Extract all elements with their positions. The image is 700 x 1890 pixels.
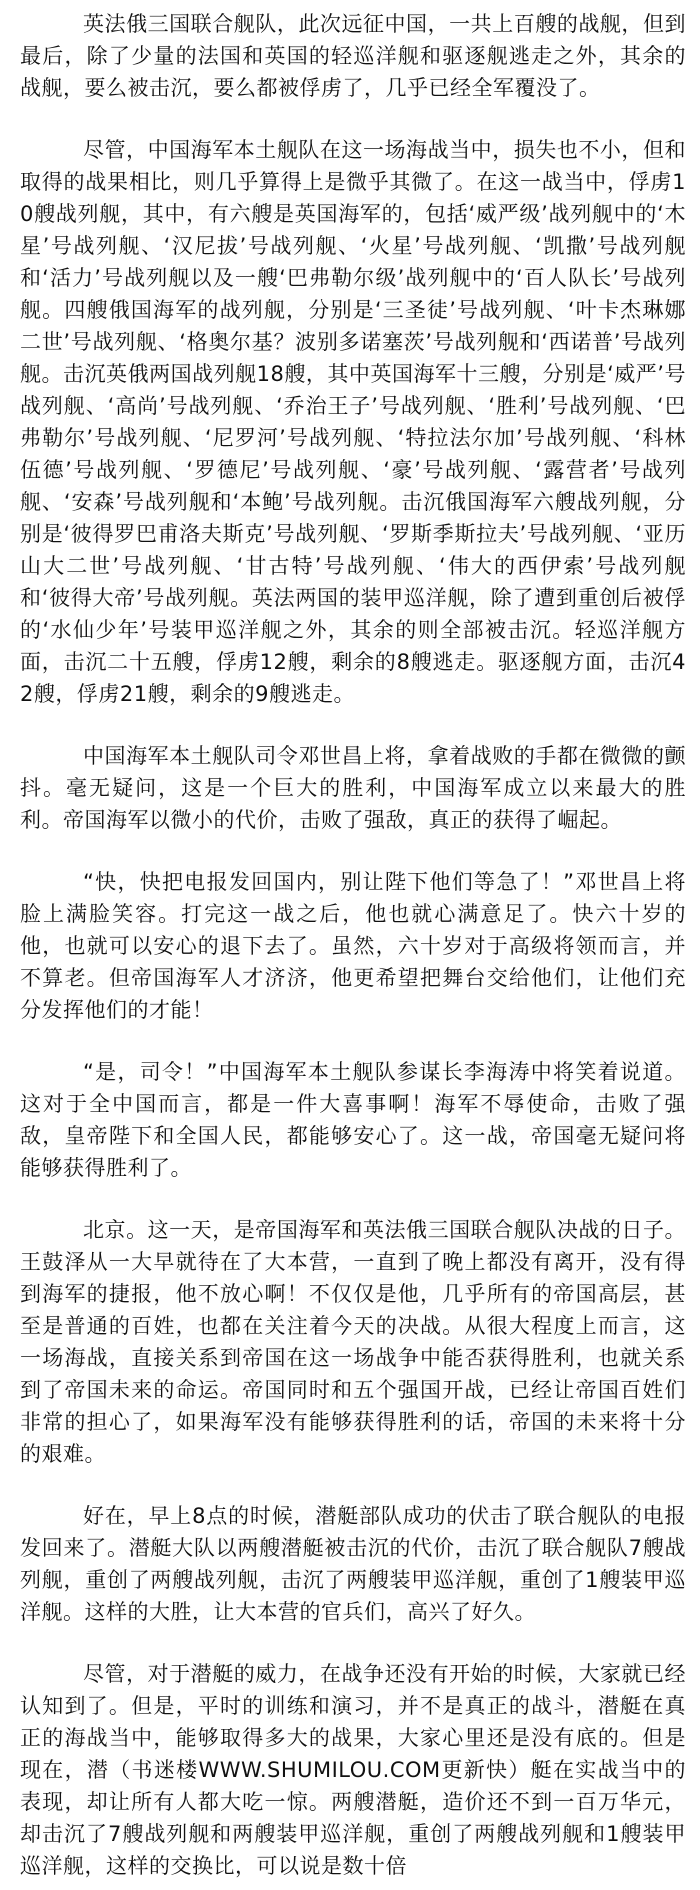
paragraph-fleet-destroyed: 英法俄三国联合舰队，此次远征中国，一共上百艘的战舰，但到最后，除了少量的法国和英国的轻巡洋舰和驱逐舰逃走之外，其余的战舰，要么被击沉，要么都被俘虏了，几乎已经全军覆没了。: [20, 12, 686, 100]
paragraph-admiral-deng: 中国海军本土舰队司令邓世昌上将，拿着战败的手都在微微的颤抖。毫无疑问，这是一个巨大的胜利，中国海军成立以来最大的胜利。帝国海军以微小的代价，击败了强敌，真正的获得了崛起。: [20, 744, 686, 832]
paragraph-send-telegram: “快，快把电报发回国内，别让陛下他们等急了！”邓世昌上将脸上满脸笑容。打完这一战之后，他也就心满意足了。快六十岁的他，也就可以安心的退下去了。虽然，六十岁对于高级将领而言，并不算老。但帝国海军人才济济，他更希望把舞台交给他们，让他们充分发挥他们的才能！: [20, 870, 686, 1022]
paragraph-beijing: 北京。这一天，是帝国海军和英法俄三国联合舰队决战的日子。王鼓泽从一大早就待在了大本营，一直到了晚上都没有离开，没有得到海军的捷报，他不放心啊！不仅仅是他，几乎所有的帝国高层，甚至是普通的百姓，也都在关注着今天的决战。从很大程度上而言，这一场海战，直接关系到帝国在这一场战争中能否获得胜利，也就关系到了帝国未来的命运。帝国同时和五个强国开战，已经让帝国百姓们非常的担心了，如果海军没有能够获得胜利的话，帝国的未来将十分的艰难。: [20, 1218, 686, 1466]
paragraph-submarine-power: 尽管，对于潜艇的威力，在战争还没有开始的时候，大家就已经认知到了。但是，平时的训练和演习，并不是真正的战斗，潜艇在真正的海战当中，能够取得多大的战果，大家心里还是没有底的。但是现在，潜（书迷楼WWW.SHUMILOU.COM更新快）艇在实战当中的表现，却让所有人都大吃一惊。两艘潜艇，造价还不到一百万华元，却击沉了7艘战列舰和两艘装甲巡洋舰，重创了两艘战列舰和1艘装甲巡洋舰，这样的交换比，可以说是数十倍: [20, 1662, 686, 1878]
paragraph-battle-results: 尽管，中国海军本土舰队在这一场海战当中，损失也不小，但和取得的战果相比，则几乎算得上是微乎其微了。在这一战当中，俘虏10艘战列舰，其中，有六艘是英国海军的，包括‘威严级’战列舰中的‘木星’号战列舰、‘汉尼拔’号战列舰、‘火星’号战列舰、‘凯撒’号战列舰和‘活力’号战列舰以及一艘‘巴弗勒尔级’战列舰中的‘百人队长’号战列舰。四艘俄国海军的战列舰，分别是‘三圣徒’号战列舰、‘叶卡杰琳娜二世’号战列舰、‘格奥尔基？波别多诺塞茨’号战列舰和‘西诺普’号战列舰。击沉英俄两国战列舰18艘，其中英国海军十三艘，分别是‘威严’号战列舰、‘高尚’号战列舰、‘乔治王子’号战列舰、‘胜利’号战列舰、‘巴弗勒尔’号战列舰、‘尼罗河’号战列舰、‘特拉法尔加’号战列舰、‘科林伍德’号战列舰、‘罗德尼’号战列舰、‘豪’号战列舰、‘露营者’号战列舰、‘安森’号战列舰和‘本鲍’号战列舰。击沉俄国海军六艘战列舰，分别是‘彼得罗巴甫洛夫斯克’号战列舰、‘罗斯季斯拉夫’号战列舰、‘亚历山大二世’号战列舰、‘甘古特’号战列舰、‘伟大的西伊索’号战列舰和‘彼得大帝’号战列舰。英法两国的装甲巡洋舰，除了遭到重创后被俘的‘水仙少年’号装甲巡洋舰之外，其余的则全部被击沉。轻巡洋舰方面，击沉二十五艘，俘虏12艘，剩余的8艘逃走。驱逐舰方面，击沉42艘，俘虏21艘，剩余的9艘逃走。: [20, 138, 686, 706]
paragraph-submarine-report: 好在，早上8点的时候，潜艇部队成功的伏击了联合舰队的电报发回来了。潜艇大队以两艘潜艇被击沉的代价，击沉了联合舰队7艘战列舰，重创了两艘战列舰，击沉了两艘装甲巡洋舰，重创了1艘装甲巡洋舰。这样的大胜，让大本营的官兵们，高兴了好久。: [20, 1504, 686, 1624]
paragraph-chief-of-staff: “是，司令！”中国海军本土舰队参谋长李海涛中将笑着说道。这对于全中国而言，都是一件大喜事啊！海军不辱使命，击败了强敌，皇帝陛下和全国人民，都能够安心了。这一战，帝国毫无疑问将能够获得胜利了。: [20, 1060, 686, 1180]
